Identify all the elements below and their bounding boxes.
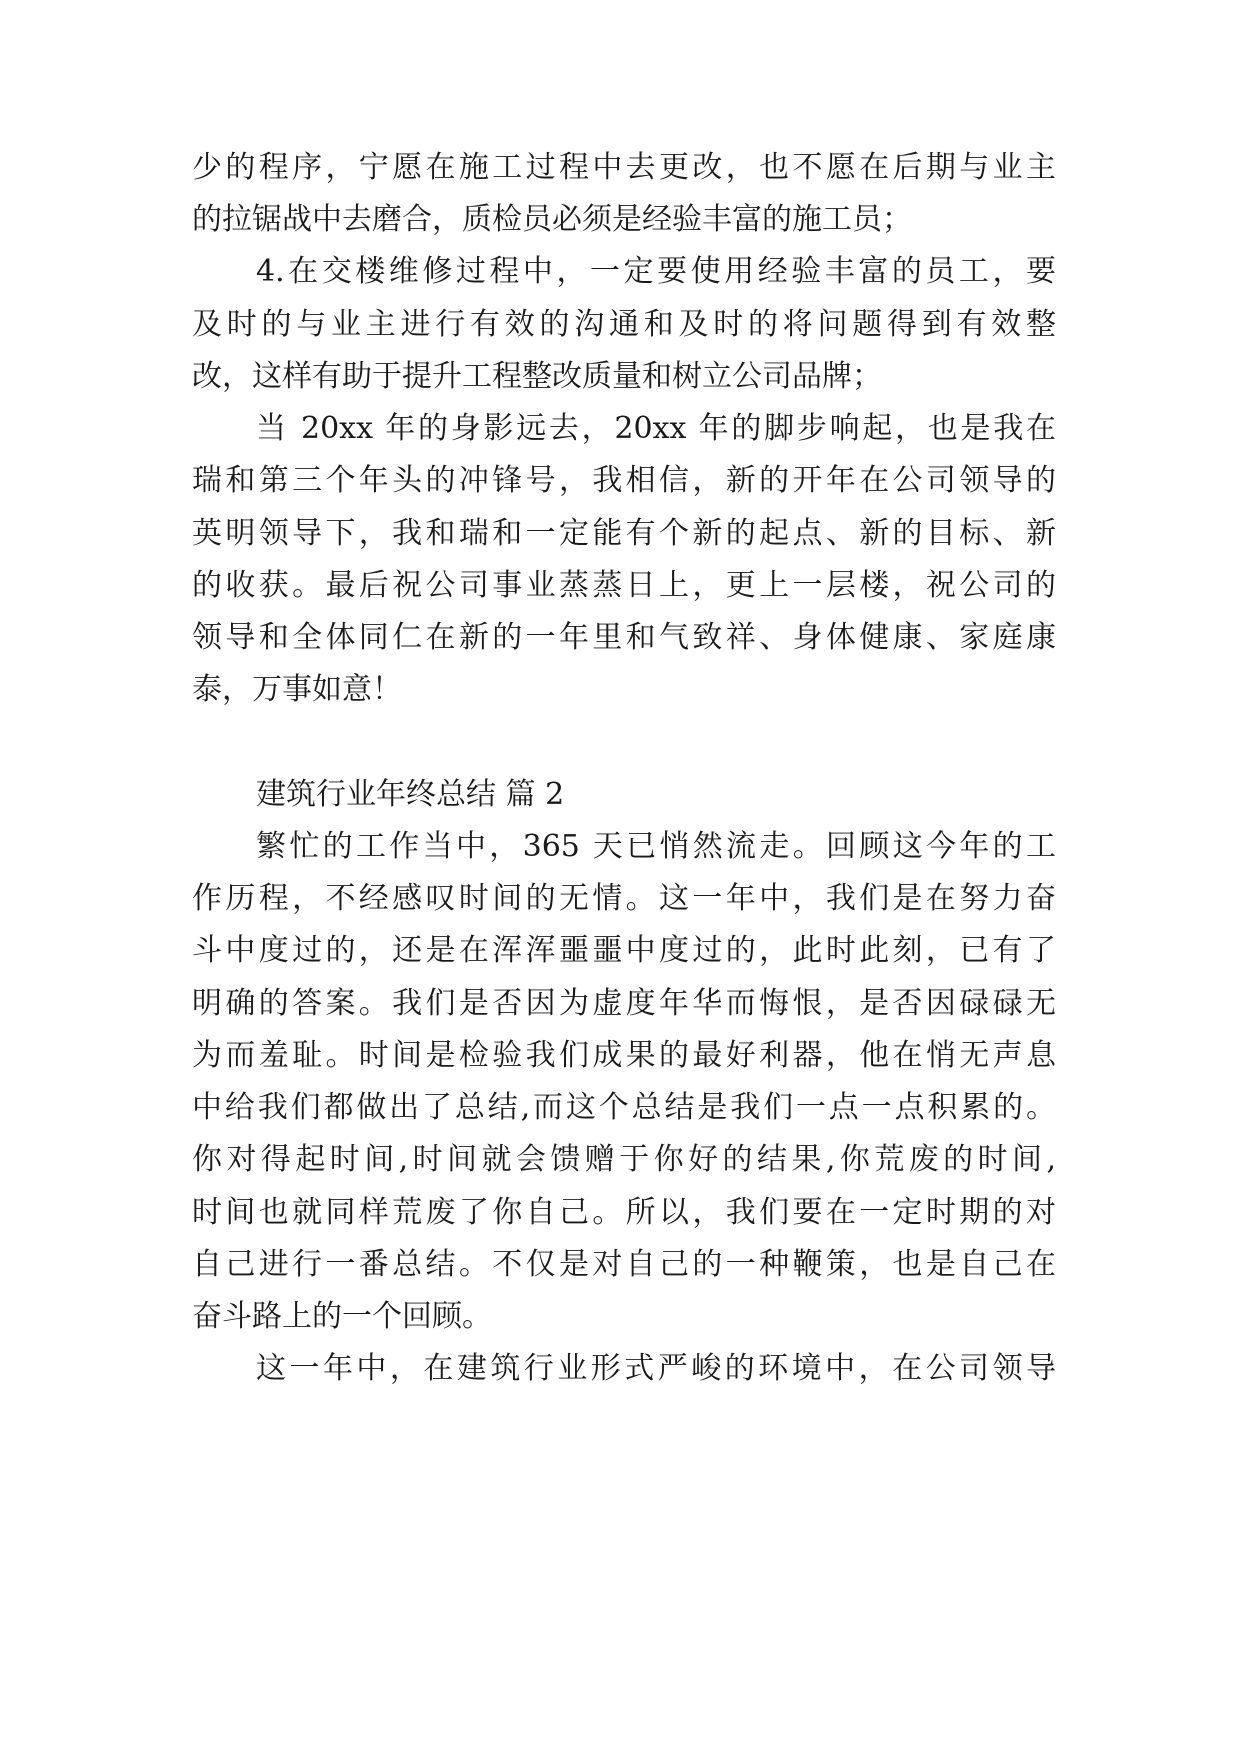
paragraph-line: 斗中度过的，还是在浑浑噩噩中度过的，此时此刻，已有了 [192,933,1056,968]
paragraph-line: 英明领导下，我和瑞和一定能有个新的起点、新的目标、新 [192,516,1056,551]
paragraph-line: 领导和全体同仁在新的一年里和气致祥、身体健康、家庭康 [192,620,1056,655]
paragraph-line: 的收获。最后祝公司事业蒸蒸日上，更上一层楼，祝公司的 [192,568,1056,603]
paragraph-line: 作历程，不经感叹时间的无情。这一年中，我们是在努力奋 [192,881,1056,916]
paragraph-line: 中给我们都做出了总结,而这个总结是我们一点一点积累的。 [192,1090,1056,1125]
paragraph-line: 繁忙的工作当中，365 天已悄然流走。回顾这今年的工 [256,829,1056,864]
paragraph-line: 的拉锯战中去磨合，质检员必须是经验丰富的施工员； [192,202,912,237]
paragraph-line: 自己进行一番总结。不仅是对自己的一种鞭策，也是自己在 [192,1247,1056,1282]
paragraph-line: 奋斗路上的一个回顾。 [192,1299,492,1334]
paragraph-line: 为而羞耻。时间是检验我们成果的最好利器，他在悄无声息 [192,1038,1056,1073]
paragraph-line: 泰，万事如意！ [192,672,402,707]
paragraph-line: 时间也就同样荒废了你自己。所以，我们要在一定时期的对 [192,1195,1056,1230]
paragraph-line: 这一年中，在建筑行业形式严峻的环境中，在公司领导 [256,1351,1056,1386]
section-heading: 建筑行业年终总结 篇 2 [256,777,565,812]
paragraph-line: 你对得起时间,时间就会馈赠于你好的结果,你荒废的时间, [192,1142,1056,1177]
paragraph-line: 瑞和第三个年头的冲锋号，我相信，新的开年在公司领导的 [192,463,1056,498]
paragraph-line: 4.在交楼维修过程中，一定要使用经验丰富的员工，要 [256,254,1056,289]
paragraph-line: 及时的与业主进行有效的沟通和及时的将问题得到有效整 [192,307,1056,342]
paragraph-line: 当 20xx 年的身影远去，20xx 年的脚步响起，也是我在 [256,411,1056,446]
paragraph-line: 改，这样有助于提升工程整改质量和树立公司品牌； [192,359,882,394]
paragraph-line: 明确的答案。我们是否因为虚度年华而悔恨，是否因碌碌无 [192,986,1056,1021]
paragraph-line: 少的程序，宁愿在施工过程中去更改，也不愿在后期与业主 [192,150,1056,185]
